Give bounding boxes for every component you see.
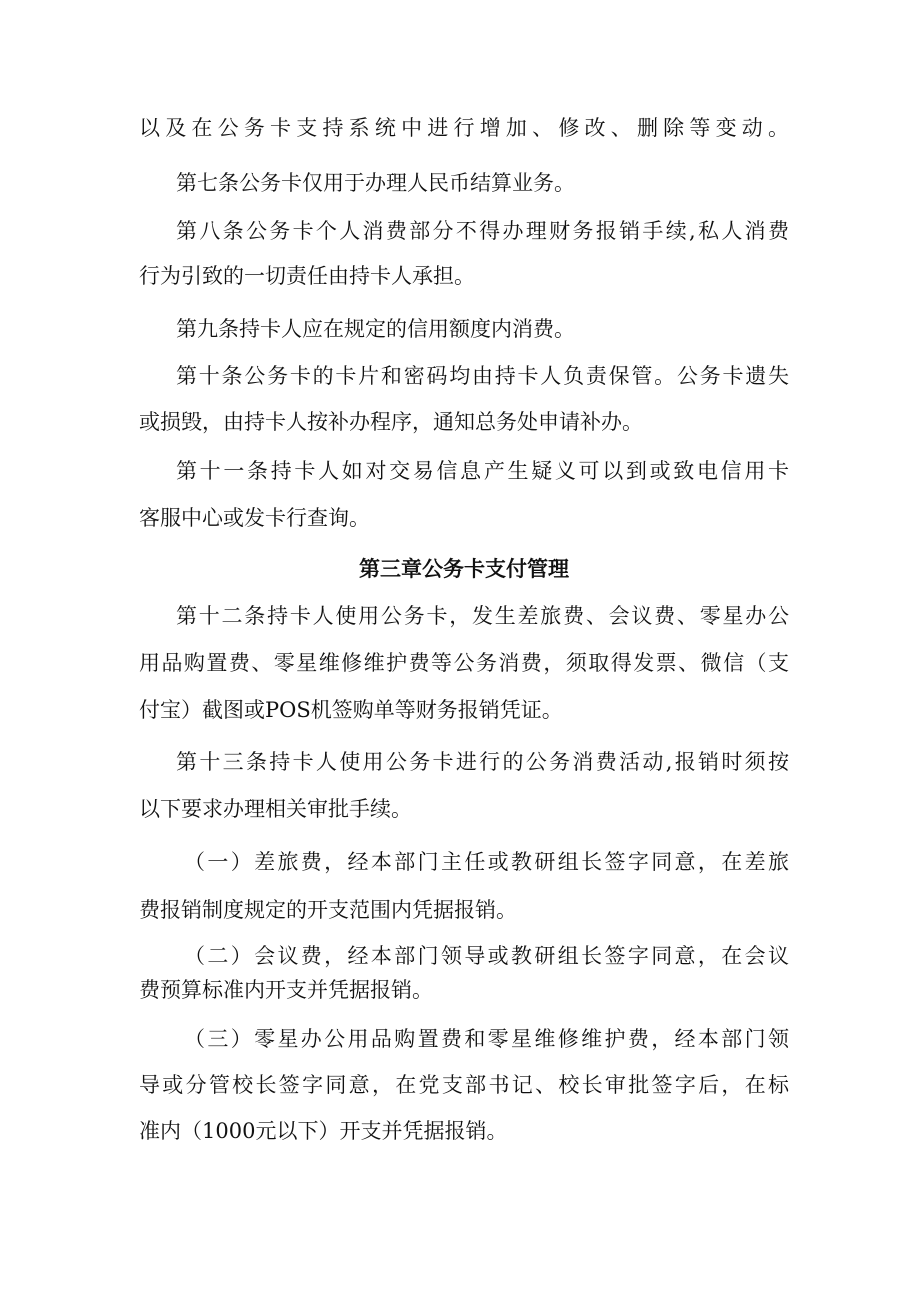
- paragraph-line: 第七条公务卡仅用于办理人民币结算业务。: [176, 171, 575, 195]
- paragraph-line: 费预算标准内开支并凭据报销。: [139, 978, 433, 1002]
- chapter-heading: 第三章公务卡支付管理: [359, 557, 569, 581]
- paragraph-line: 准内（1000元以下）开支并凭据报销。: [139, 1119, 508, 1143]
- paragraph-line: 行为引致的一切责任由持卡人承担。: [139, 264, 475, 288]
- paragraph-line: 费报销制度规定的开支范围内凭据报销。: [139, 898, 517, 922]
- paragraph-line: 第十条公务卡的卡片和密码均由持卡人负责保管。公务卡遗失: [176, 364, 789, 388]
- paragraph-line: 以下要求办理相关审批手续。: [139, 797, 412, 821]
- paragraph-line: 第九条持卡人应在规定的信用额度内消费。: [176, 317, 575, 341]
- paragraph-line: （三）零星办公用品购置费和零星维修维护费，经本部门领: [184, 1027, 789, 1051]
- paragraph-line: 导或分管校长签字同意，在党支部书记、校长审批签字后，在标: [139, 1073, 789, 1097]
- paragraph-line: 用品购置费、零星维修维护费等公务消费，须取得发票、微信（支: [139, 651, 789, 675]
- paragraph-line: 付宝）截图或POS机签购单等财务报销凭证。: [139, 698, 563, 722]
- paragraph-line: 或损毁，由持卡人按补办程序，通知总务处申请补办。: [139, 410, 643, 434]
- paragraph-line: 客服中心或发卡行查询。: [139, 506, 370, 530]
- paragraph-line: （一）差旅费，经本部门主任或教研组长签字同意，在差旅: [184, 850, 789, 874]
- paragraph-line: 第八条公务卡个人消费部分不得办理财务报销手续,私人消费: [176, 219, 789, 243]
- paragraph-line: 以及在公务卡支持系统中进行增加、修改、删除等变动。: [139, 116, 789, 140]
- paragraph-line: 第十三条持卡人使用公务卡进行的公务消费活动,报销时须按: [176, 750, 789, 774]
- paragraph-line: 第十二条持卡人使用公务卡，发生差旅费、会议费、零星办公: [176, 604, 789, 628]
- paragraph-line: （二）会议费，经本部门领导或教研组长签字同意，在会议: [184, 944, 789, 968]
- paragraph-line: 第十一条持卡人如对交易信息产生疑义可以到或致电信用卡: [176, 459, 789, 483]
